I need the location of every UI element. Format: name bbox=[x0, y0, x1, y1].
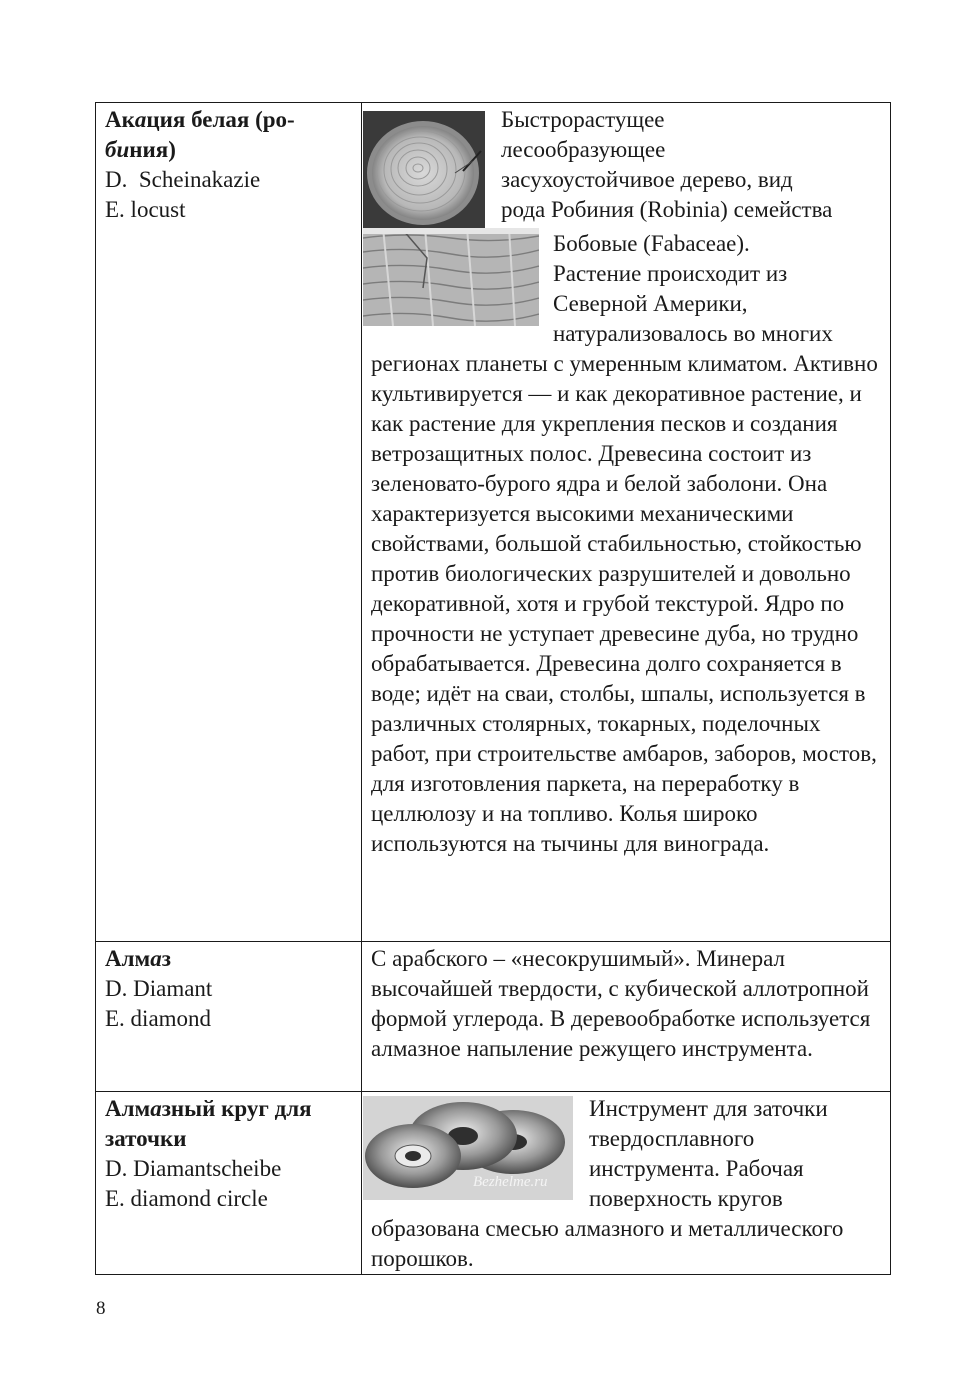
description-cell bbox=[362, 942, 891, 1092]
term-cell bbox=[96, 1092, 362, 1275]
term-title: Алмазный круг для заточки bbox=[105, 1096, 312, 1151]
description-text: С арабского – «несокрушимый». Минерал высочайшей твердости, с кубической аллотропной формой углерода. В деревообработке используется алмазное напыление режущего инструмента. bbox=[371, 946, 871, 1061]
description-cell: Bezhelme.ru Инструмент для заточки твердосплавного инструмента. Рабочая поверхность кругов образована смесью алмазного и металлического порошков. bbox=[362, 1092, 891, 1275]
wood-grain-image bbox=[363, 228, 539, 326]
page-number: 8 bbox=[96, 1298, 106, 1319]
term-english: E. diamond circle bbox=[105, 1186, 268, 1211]
wood-cross-section-image bbox=[363, 111, 485, 229]
description-text: образована смесью алмазного и металлического порошков. bbox=[371, 1216, 844, 1271]
table-row bbox=[96, 942, 891, 1092]
term-cell bbox=[96, 103, 362, 942]
term-german: D. Scheinakazie bbox=[105, 167, 261, 192]
diamond-wheel-image bbox=[363, 1096, 573, 1200]
term-cell bbox=[96, 942, 362, 1092]
term-title: Акация белая (ро- биния) bbox=[105, 107, 295, 162]
description-text: регионах планеты с умеренным климатом. Активно культивируется — и как декоративное растение, и как растение для укрепления песков и создания ветрозащитных полос. Древесина состоит из зеленовато-бурого ядра и белой заболони. Она характеризуется высокими механическими свойствами, большой стабильностью, стойкостью против биологических разрушителей и довольно декоративной, хотя и грубой текстурой. Ядро по прочности не уступает древесине дуба, но трудно обрабатывается. Древесина долго сохраняется в воде; идёт на сваи, столбы, шпалы, используется в различных столярных, токарных, поделочных работ, при строительстве амбаров, заборов, мостов, для изготовления паркета, на переработку в целлюлозу и на топливо. Колья широко используются на тычины для винограда. bbox=[371, 351, 878, 856]
term-english: E. diamond bbox=[105, 1006, 212, 1031]
table-row bbox=[96, 103, 891, 942]
term-german: D. Diamantscheibe bbox=[105, 1156, 282, 1181]
glossary-table bbox=[95, 102, 891, 1275]
watermark-text: Bezhelme.ru bbox=[473, 1174, 548, 1190]
term-title: Алмаз bbox=[105, 946, 171, 971]
term-german: D. Diamant bbox=[105, 976, 213, 1001]
description-cell: Быстрорастущее лесообразующее засухоустойчивое дерево, вид рода Робиния (Robinia) семейства Бобовые (Fabaceae). Растение происходит из Северной Америки, натурализовалось во многих регионах планеты с умеренным климатом. Активно культивируется — и как декоративное растение, и как растение для укрепления песков и создания ветрозащитных полос. Древесина состоит из зеленовато-бурого ядра и белой заболони. Она характеризуется высокими механическими свойствами, большой стабильностью, стойкостью против биологических разрушителей и довольно декоративной, хотя и грубой текстурой. Ядро по прочности не уступает древесине дуба, но трудно обрабатывается. Древесина долго сохраняется в воде; идёт на сваи, столбы, шпалы, используется в различных столярных, токарных, поделочных работ, при строительстве амбаров, заборов, мостов, для изготовления паркета, на переработку в целлюлозу и на топливо. Колья широко используются на тычины для винограда. bbox=[362, 103, 891, 942]
table-row bbox=[96, 1092, 891, 1275]
term-english: E. locust bbox=[105, 197, 186, 222]
